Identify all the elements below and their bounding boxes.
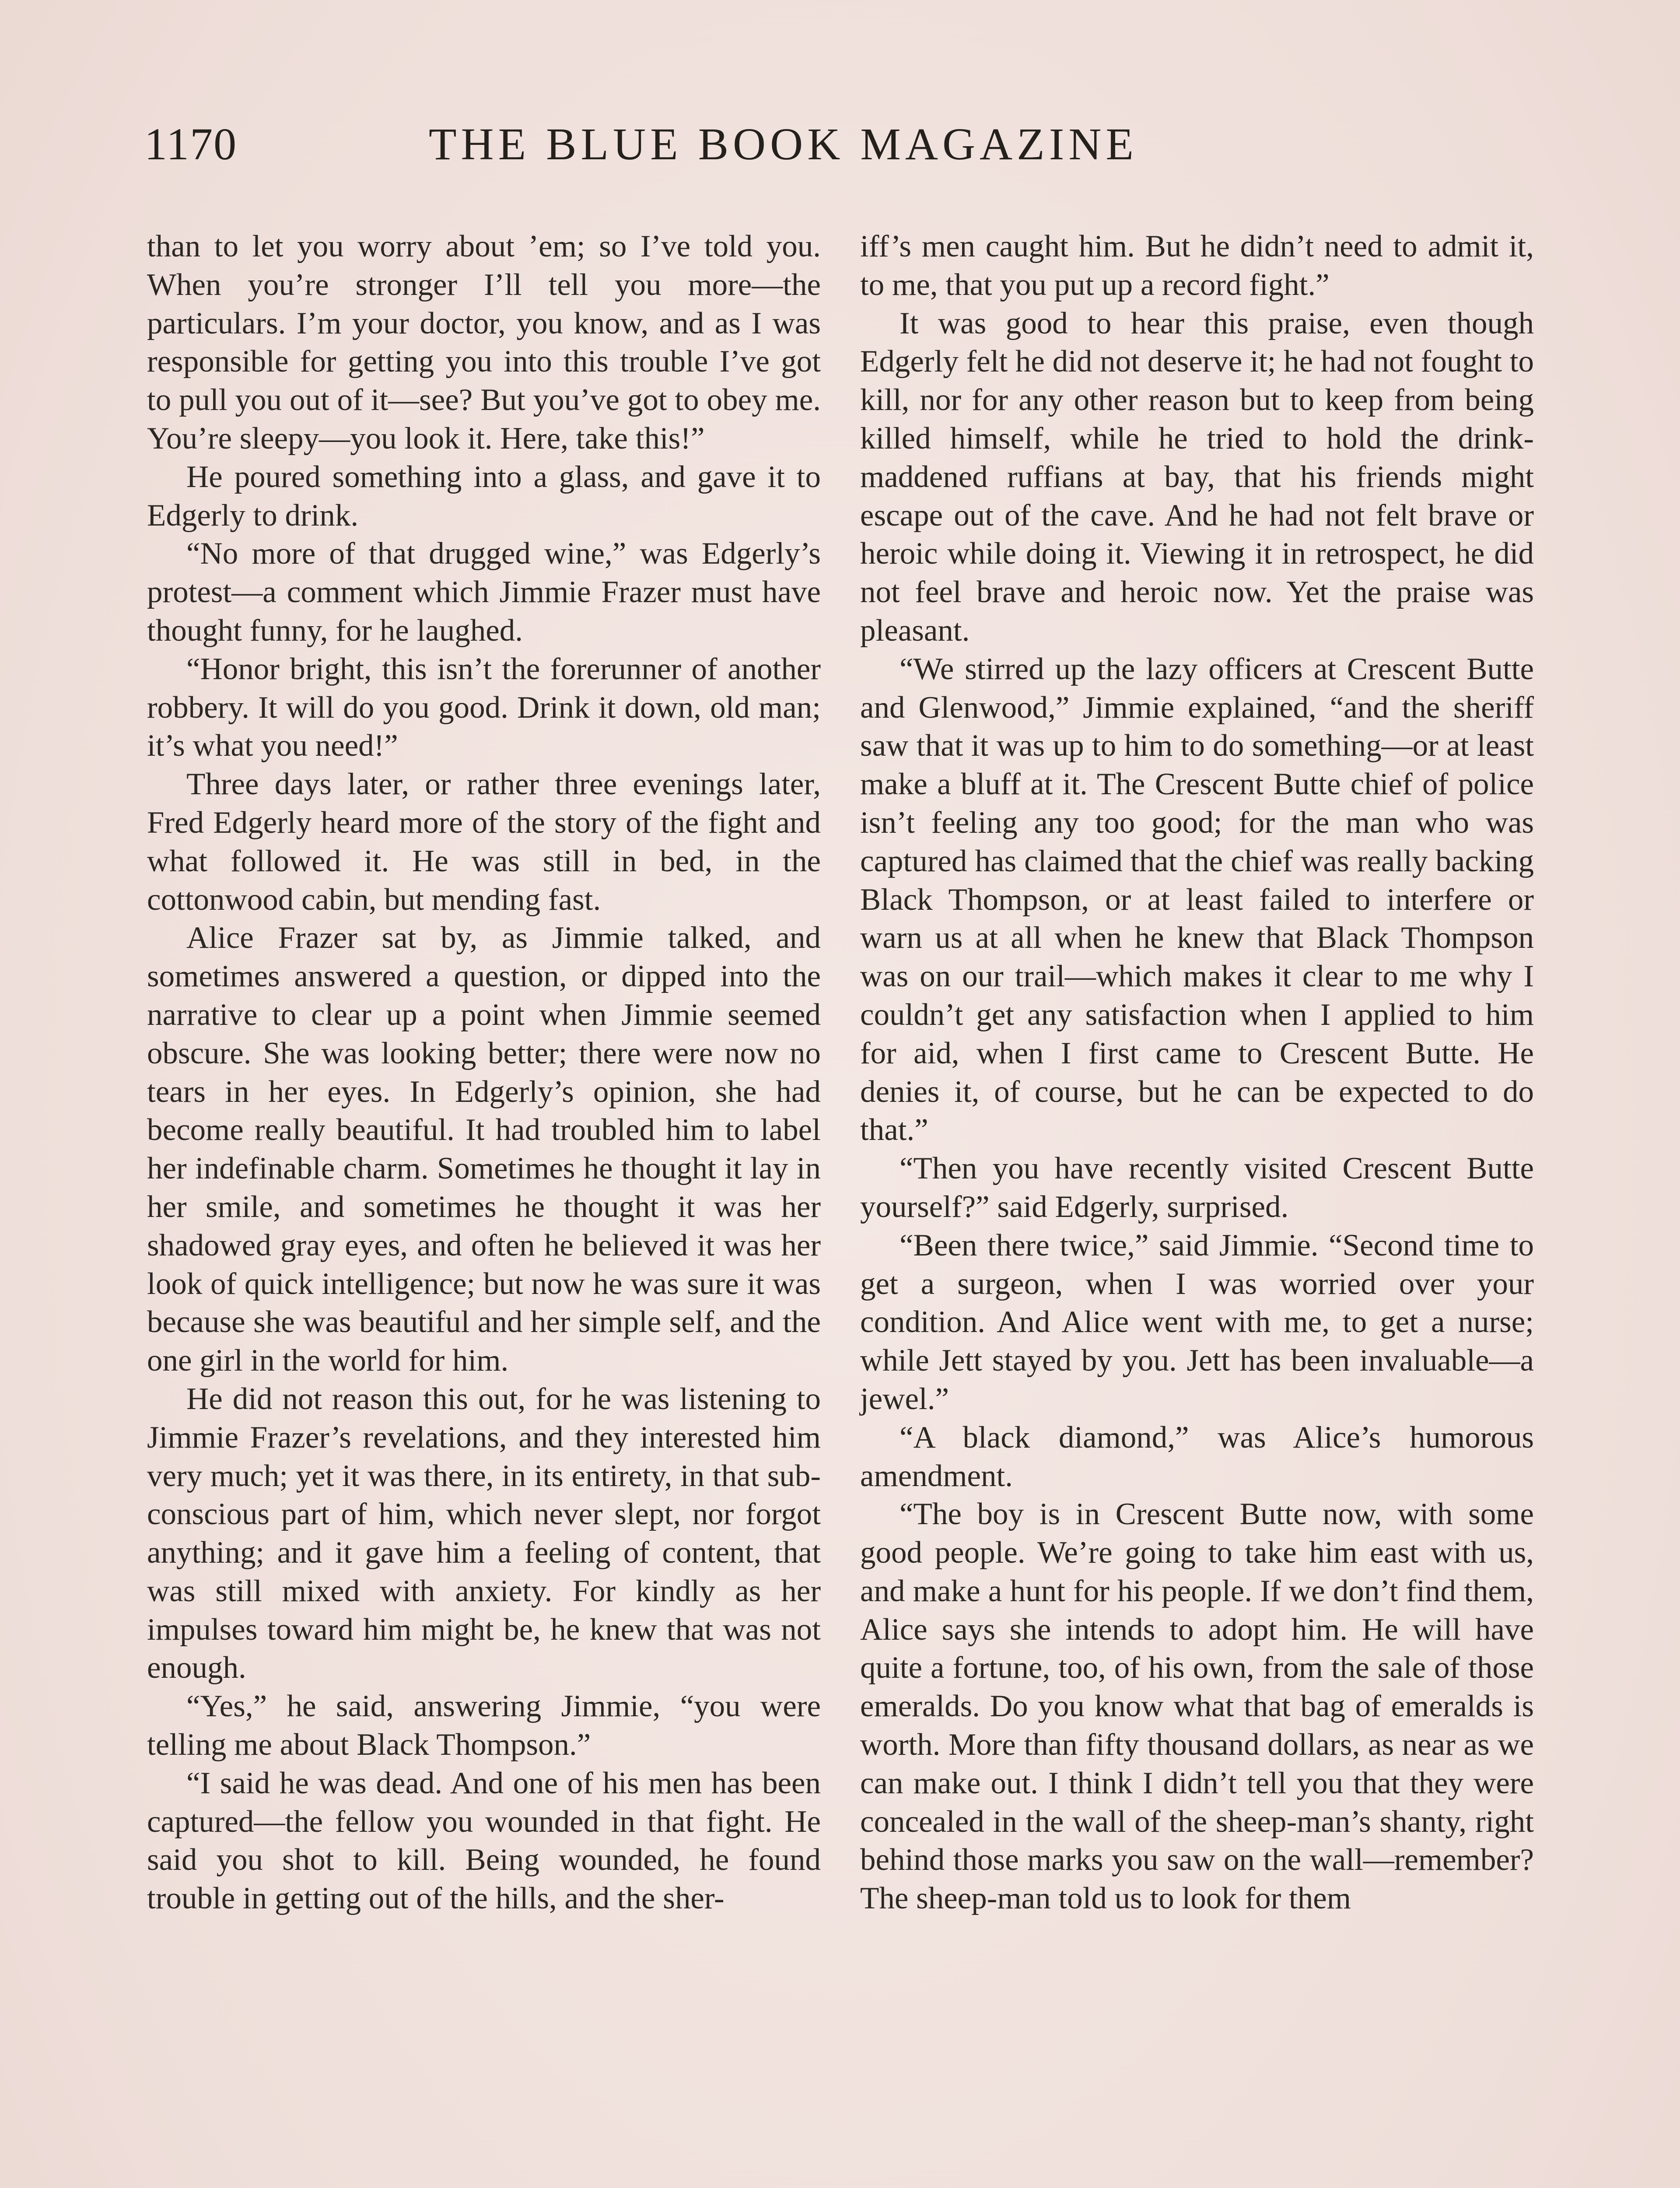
paragraph: “Honor bright, this isn’t the forerunner of another robbery. It will do you good. Drink it down, old man; it’s what you need!”	[147, 652, 821, 763]
page-header	[144, 118, 1531, 184]
paragraph: than to let you worry about ’em; so I’ve told you. When you’re stronger I’ll tell you more—the particulars. I’m your doctor, you know, and as I was responsible for getting you into this trouble I’ve got to pull you out of it—see? But you’ve got to obey me. You’re sleepy—you look it. Here, take this!”	[147, 229, 821, 456]
paragraph: He did not reason this out, for he was listening to Jimmie Frazer’s revelations, and they interested him very much; yet it was there, in its entirety, in that sub-conscious part of him, which never slept, nor forgot anything; and it gave him a feeling of content, that was still mixed with anxiety. For kindly as her impulses toward him might be, he knew that was not enough.	[147, 1382, 821, 1685]
paragraph: “The boy is in Crescent Butte now, with some good people. We’re going to take him east with us, and make a hunt for his people. If we don’t find them, Alice says she intends to adopt him. He will have quite a fortune, too, of his own, from the sale of those emeralds. Do you know what that bag of emeralds is worth. More than fifty thousand dollars, as near as we can make out. I think I didn’t tell you that they were concealed in the wall of the sheep-man’s shanty, right behind those marks you saw on the wall—remember? The sheep-man told us to look for them	[860, 1497, 1534, 1916]
paragraph: He poured something into a glass, and gave it to Edgerly to drink.	[147, 459, 821, 533]
paragraph: “I said he was dead. And one of his men has been captured—the fellow you wounded in that fight. He said you shot to kill. Being wounded, he found trouble in getting out of the hills, and the sher-	[147, 1766, 821, 1916]
paragraph: It was good to hear this praise, even though Edgerly felt he did not deserve it; he had not fought to kill, nor for any other reason but to keep from being killed himself, while he tried to hold the drink-maddened ruffians at bay, that his friends might escape out of the cave. And he had not felt brave or heroic while doing it. Viewing it in retrospect, he did not feel brave and heroic now. Yet the praise was pleasant.	[860, 306, 1534, 648]
magazine-title: THE BLUE BOOK MAGAZINE	[429, 119, 1138, 169]
paragraph: “We stirred up the lazy officers at Crescent Butte and Glenwood,” Jimmie explained, “and the sheriff saw that it was up to him to do something—or at least make a bluff at it. The Crescent Butte chief of police isn’t feeling any too good; for the man who was captured has claimed that the chief was really backing Black Thompson, or at least failed to interfere or warn us at all when he knew that Black Thompson was on our trail—which makes it clear to me why I couldn’t get any satisfaction when I applied to him for aid, when I first came to Crescent Butte. He denies it, of course, but he can be expected to do that.”	[860, 652, 1534, 1147]
paragraph: Three days later, or rather three evenings later, Fred Edgerly heard more of the story of the fight and what followed it. He was still in bed, in the cottonwood cabin, but mending fast.	[147, 767, 821, 917]
paragraph: iff’s men caught him. But he didn’t need to admit it, to me, that you put up a record fight.”	[860, 229, 1534, 302]
paragraph: “No more of that drugged wine,” was Edgerly’s protest—a comment which Jimmie Frazer must have thought funny, for he laughed.	[147, 536, 821, 648]
paragraph: “Yes,” he said, answering Jimmie, “you were telling me about Black Thompson.”	[147, 1689, 821, 1762]
paragraph: Alice Frazer sat by, as Jimmie talked, and sometimes answered a question, or dipped into the narrative to clear up a point when Jimmie seemed obscure. She was looking better; there were now no tears in her eyes. In Edgerly’s opinion, she had become really beautiful. It had troubled him to label her indefinable charm. Sometimes he thought it lay in her smile, and sometimes he thought it was her shadowed gray eyes, and often he believed it was her look of quick intelligence; but now he was sure it was because she was beautiful and her simple self, and the one girl in the world for him.	[147, 921, 821, 1378]
paragraph: “A black diamond,” was Alice’s humorous amendment.	[860, 1420, 1534, 1493]
paragraph: “Been there twice,” said Jimmie. “Second time to get a surgeon, when I was worried over your condition. And Alice went with me, to get a nurse; while Jett stayed by you. Jett has been invaluable—a jewel.”	[860, 1228, 1534, 1416]
paragraph: “Then you have recently visited Crescent Butte yourself?” said Edgerly, surprised.	[860, 1151, 1534, 1224]
right-column	[860, 228, 1534, 2188]
page-number: 1170	[144, 119, 238, 169]
left-column	[147, 228, 821, 2188]
